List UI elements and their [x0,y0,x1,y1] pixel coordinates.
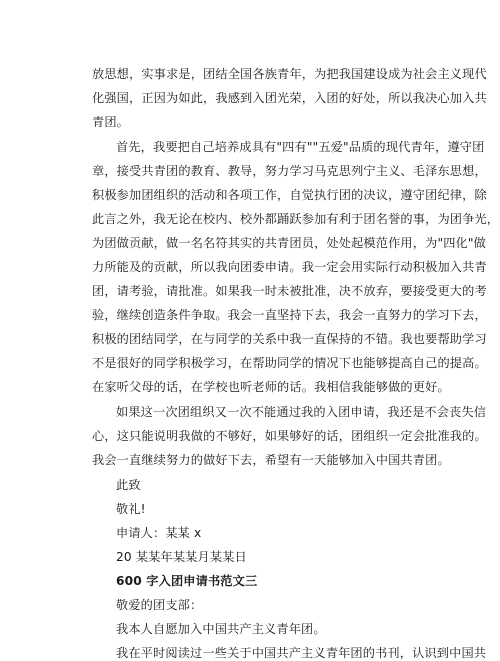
text-line: 此言之外，我无论在校内、校外都踊跃参加有利于团名誉的事，为团争光， [92,212,500,226]
text-line: 章，接受共青团的教育、教导，努力学习马克思列宁主义、毛泽东思想， [92,164,487,178]
text-line: 青团。 [92,115,130,129]
text-line: 首先，我要把自己培养成具有"四有""五爱"品质的现代青年，遵守团 [116,140,485,154]
text-line: 积极参加团组织的活动和各项工作，自觉执行团的决议，遵守团纪律，除 [92,188,487,202]
text-line: 在家听父母的话，在学校也听老师的话。我相信我能够做的更好。 [92,380,450,394]
closing-salutation: 此致 [116,478,141,492]
greeting-line: 敬爱的团支部： [116,598,203,612]
signature-date: 20 某某年某某月某某日 [116,550,247,564]
text-line: 积极的团结同学，在与同学的关系中我一直保持的不错。我也要帮助学习 [92,332,487,346]
text-line: 团，请考验，请批准。如果我一时未被批准，决不放弃，要接受更大的考 [92,284,487,298]
text-line: 我本人自愿加入中国共产主义青年团。 [116,622,326,636]
text-line: 化强国，正因为如此，我感到入团光荣，入团的好处，所以我决心加入共 [92,91,487,105]
closing-regards: 敬礼! [116,502,146,516]
text-line: 心，这只能说明我做的不够好，如果够好的话，团组织一定会批准我的。 [92,429,487,443]
text-line: 我会一直继续努力的做好下去，希望有一天能够加入中国共青团。 [92,453,450,467]
text-line: 验，继续创造条件争取。我会一直坚持下去，我会一直努力的学习下去， [92,308,487,322]
text-line: 如果这一次团组织又一次不能通过我的入团申请，我还是不会丧失信 [116,405,487,419]
applicant-signature: 申请人：某某 x [116,526,202,540]
text-line: 力所能及的贡献，所以我向团委申请。我一定会用实际行动积极加入共青 [92,260,487,274]
section-heading: 600 字入团申请书范文三 [116,574,258,588]
text-line: 我在平时阅读过一些关于中国共产主义青年团的书刊，认识到中国共 [116,646,487,660]
text-line: 放思想，实事求是，团结全国各族青年，为把我国建设成为社会主义现代 [92,67,487,81]
text-line: 不是很好的同学积极学习，在帮助同学的情况下也能够提高自己的提高。 [92,356,487,370]
text-line: 为团做贡献，做一名名符其实的共青团员，处处起模范作用，为"四化"做 [92,236,486,250]
